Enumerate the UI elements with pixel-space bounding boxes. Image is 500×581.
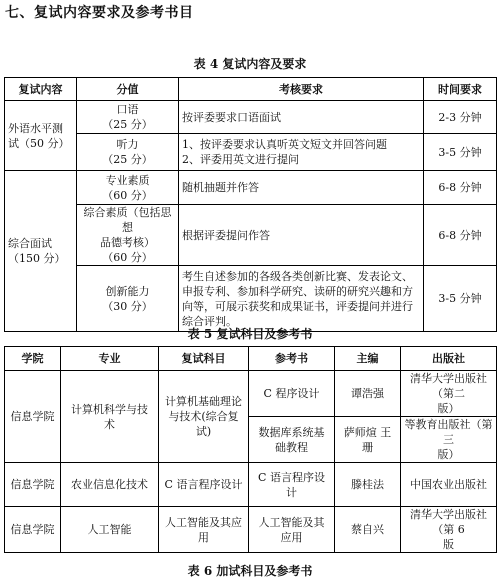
t5-header-book: 参考书	[249, 347, 335, 371]
t5-subject: 计算机基础理论 与技术(综合复 试)	[159, 371, 249, 463]
section-heading: 七、复试内容要求及参考书目	[5, 5, 194, 21]
t4-item-oral: 口语 （25 分）	[77, 101, 179, 134]
t4-time-professional: 6-8 分钟	[424, 171, 497, 205]
t4-time-listening: 3-5 分钟	[424, 134, 497, 171]
t5-header-subject: 复试科目	[159, 347, 249, 371]
t4-req-professional: 随机抽题并作答	[179, 171, 424, 205]
t5-header-publisher: 出版社	[401, 347, 497, 371]
t4-header-time: 时间要求	[424, 78, 497, 101]
t4-time-innovation: 3-5 分钟	[424, 266, 497, 332]
t5-book: 人工智能及其 应用	[249, 507, 335, 553]
t5-book: C 语言程序设 计	[249, 463, 335, 507]
table4-requirements	[4, 77, 497, 332]
t4-header-requirement: 考核要求	[179, 78, 424, 101]
t4-req-listening: 1、按评委要求认真听英文短文并回答问题 2、评委用英文进行提问	[179, 134, 424, 171]
t5-major: 农业信息化技术	[61, 463, 159, 507]
t5-editor: 谭浩强	[335, 371, 401, 417]
t5-header-major: 专业	[61, 347, 159, 371]
t4-item-professional: 专业素质 （60 分）	[77, 171, 179, 205]
t5-subject: 人工智能及其应 用	[159, 507, 249, 553]
t4-header-score: 分值	[77, 78, 179, 101]
t5-subject: C 语言程序设计	[159, 463, 249, 507]
t5-header-editor: 主编	[335, 347, 401, 371]
t5-college: 信息学院	[5, 371, 61, 463]
t5-book: 数据库系统基 础教程	[249, 417, 335, 463]
t4-item-listening: 听力 （25 分）	[77, 134, 179, 171]
t4-req-oral: 按评委要求口语面试	[179, 101, 424, 134]
t5-publisher: 清华大学出版社（第二 版）	[401, 371, 497, 417]
t5-publisher: 清华大学出版社（第 6 版	[401, 507, 497, 553]
table5-subjects	[4, 346, 497, 553]
t5-header-college: 学院	[5, 347, 61, 371]
table4-caption: 表 4 复试内容及要求	[193, 57, 307, 71]
t4-group-language: 外语水平测 试（50 分）	[5, 101, 77, 171]
t5-college: 信息学院	[5, 507, 61, 553]
t5-major: 计算机科学与技 术	[61, 371, 159, 463]
t4-time-oral: 2-3 分钟	[424, 101, 497, 134]
t4-item-comprehensive: 综合素质（包括思想 品德考核） （60 分）	[77, 205, 179, 266]
t5-major: 人工智能	[61, 507, 159, 553]
t4-req-comprehensive: 根据评委提问作答	[179, 205, 424, 266]
t5-college: 信息学院	[5, 463, 61, 507]
t5-editor: 萨师煊 王 珊	[335, 417, 401, 463]
t5-editor: 蔡自兴	[335, 507, 401, 553]
table6-caption: 表 6 加试科目及参考书	[187, 564, 313, 578]
t4-header-content: 复试内容	[5, 78, 77, 101]
t5-editor: 滕桂法	[335, 463, 401, 507]
t5-publisher: 中国农业出版社	[401, 463, 497, 507]
t4-time-comprehensive: 6-8 分钟	[424, 205, 497, 266]
t5-book: C 程序设计	[249, 371, 335, 417]
t4-item-innovation: 创新能力 （30 分）	[77, 266, 179, 332]
t4-group-interview: 综合面试 （150 分）	[5, 171, 77, 332]
t4-req-innovation: 考生自述参加的各级各类创新比赛、发表论文、申报专利、参加科学研究、读研的研究兴趣和方向等，可展示获奖和成果证书，评委提问并进行综合评判。	[179, 266, 424, 332]
table5-caption: 表 5 复试科目及参考书	[187, 327, 313, 341]
t5-publisher: 等教育出版社（第三 版）	[401, 417, 497, 463]
